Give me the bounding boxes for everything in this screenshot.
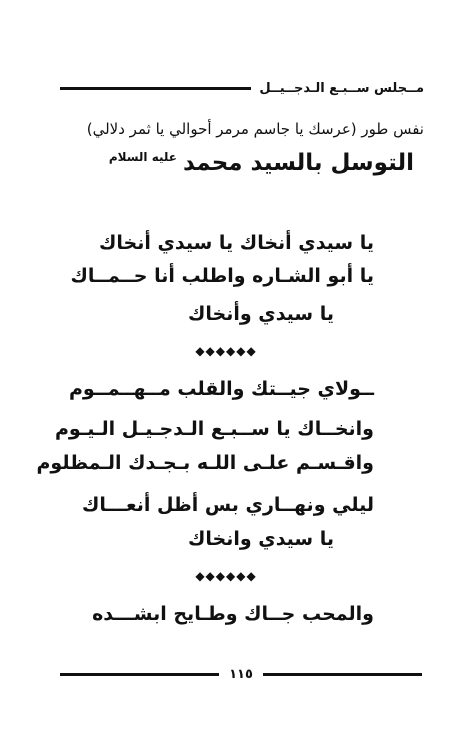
verse-line: والمحب جــاك وطـايح ابشـــده — [92, 603, 374, 625]
verse-line: ليلي ونهــاري بس أظل أنعـــاك — [81, 494, 374, 516]
verse-line: يا سيدي أنخاك يا سيدي أنخاك — [98, 232, 374, 254]
header-rule — [60, 87, 251, 90]
page-footer — [60, 662, 422, 686]
melody-note: نفس طور (عرسك يا جاسم مرمر أحوالي يا ثمر دلالي) — [86, 120, 424, 138]
verse-refrain: يا سيدي وانخاك — [187, 528, 334, 550]
ornament-separator: ◆◆◆◆◆◆ — [195, 569, 257, 583]
verse-line: وانخــاك يا ســبـع الـدجـيـل الـيـوم — [54, 418, 374, 440]
poem-title-text: التوسل بالسيد محمد — [183, 150, 414, 176]
footer-rule-left — [60, 673, 219, 676]
ornament-separator: ◆◆◆◆◆◆ — [195, 344, 257, 358]
verse-line: ــولاي جيــتك والقلب مــهــمــوم — [68, 378, 374, 400]
header-title: مــجلس ســبـع الـدجــيــل — [259, 80, 424, 96]
running-header — [60, 78, 424, 98]
verse-line: يا أبو الشـاره واطلب أنا حــمــاك — [70, 265, 374, 287]
honorific-calligraphy: عليه السلام — [108, 150, 177, 164]
page-number: ١١٥ — [229, 666, 253, 682]
poem-title — [30, 150, 414, 176]
verse-line: واقـسـم علـى اللـه بـجـدك الـمظلوم — [36, 452, 374, 474]
footer-rule-right — [263, 673, 422, 676]
verse-refrain: يا سيدي وأنخاك — [187, 303, 334, 325]
